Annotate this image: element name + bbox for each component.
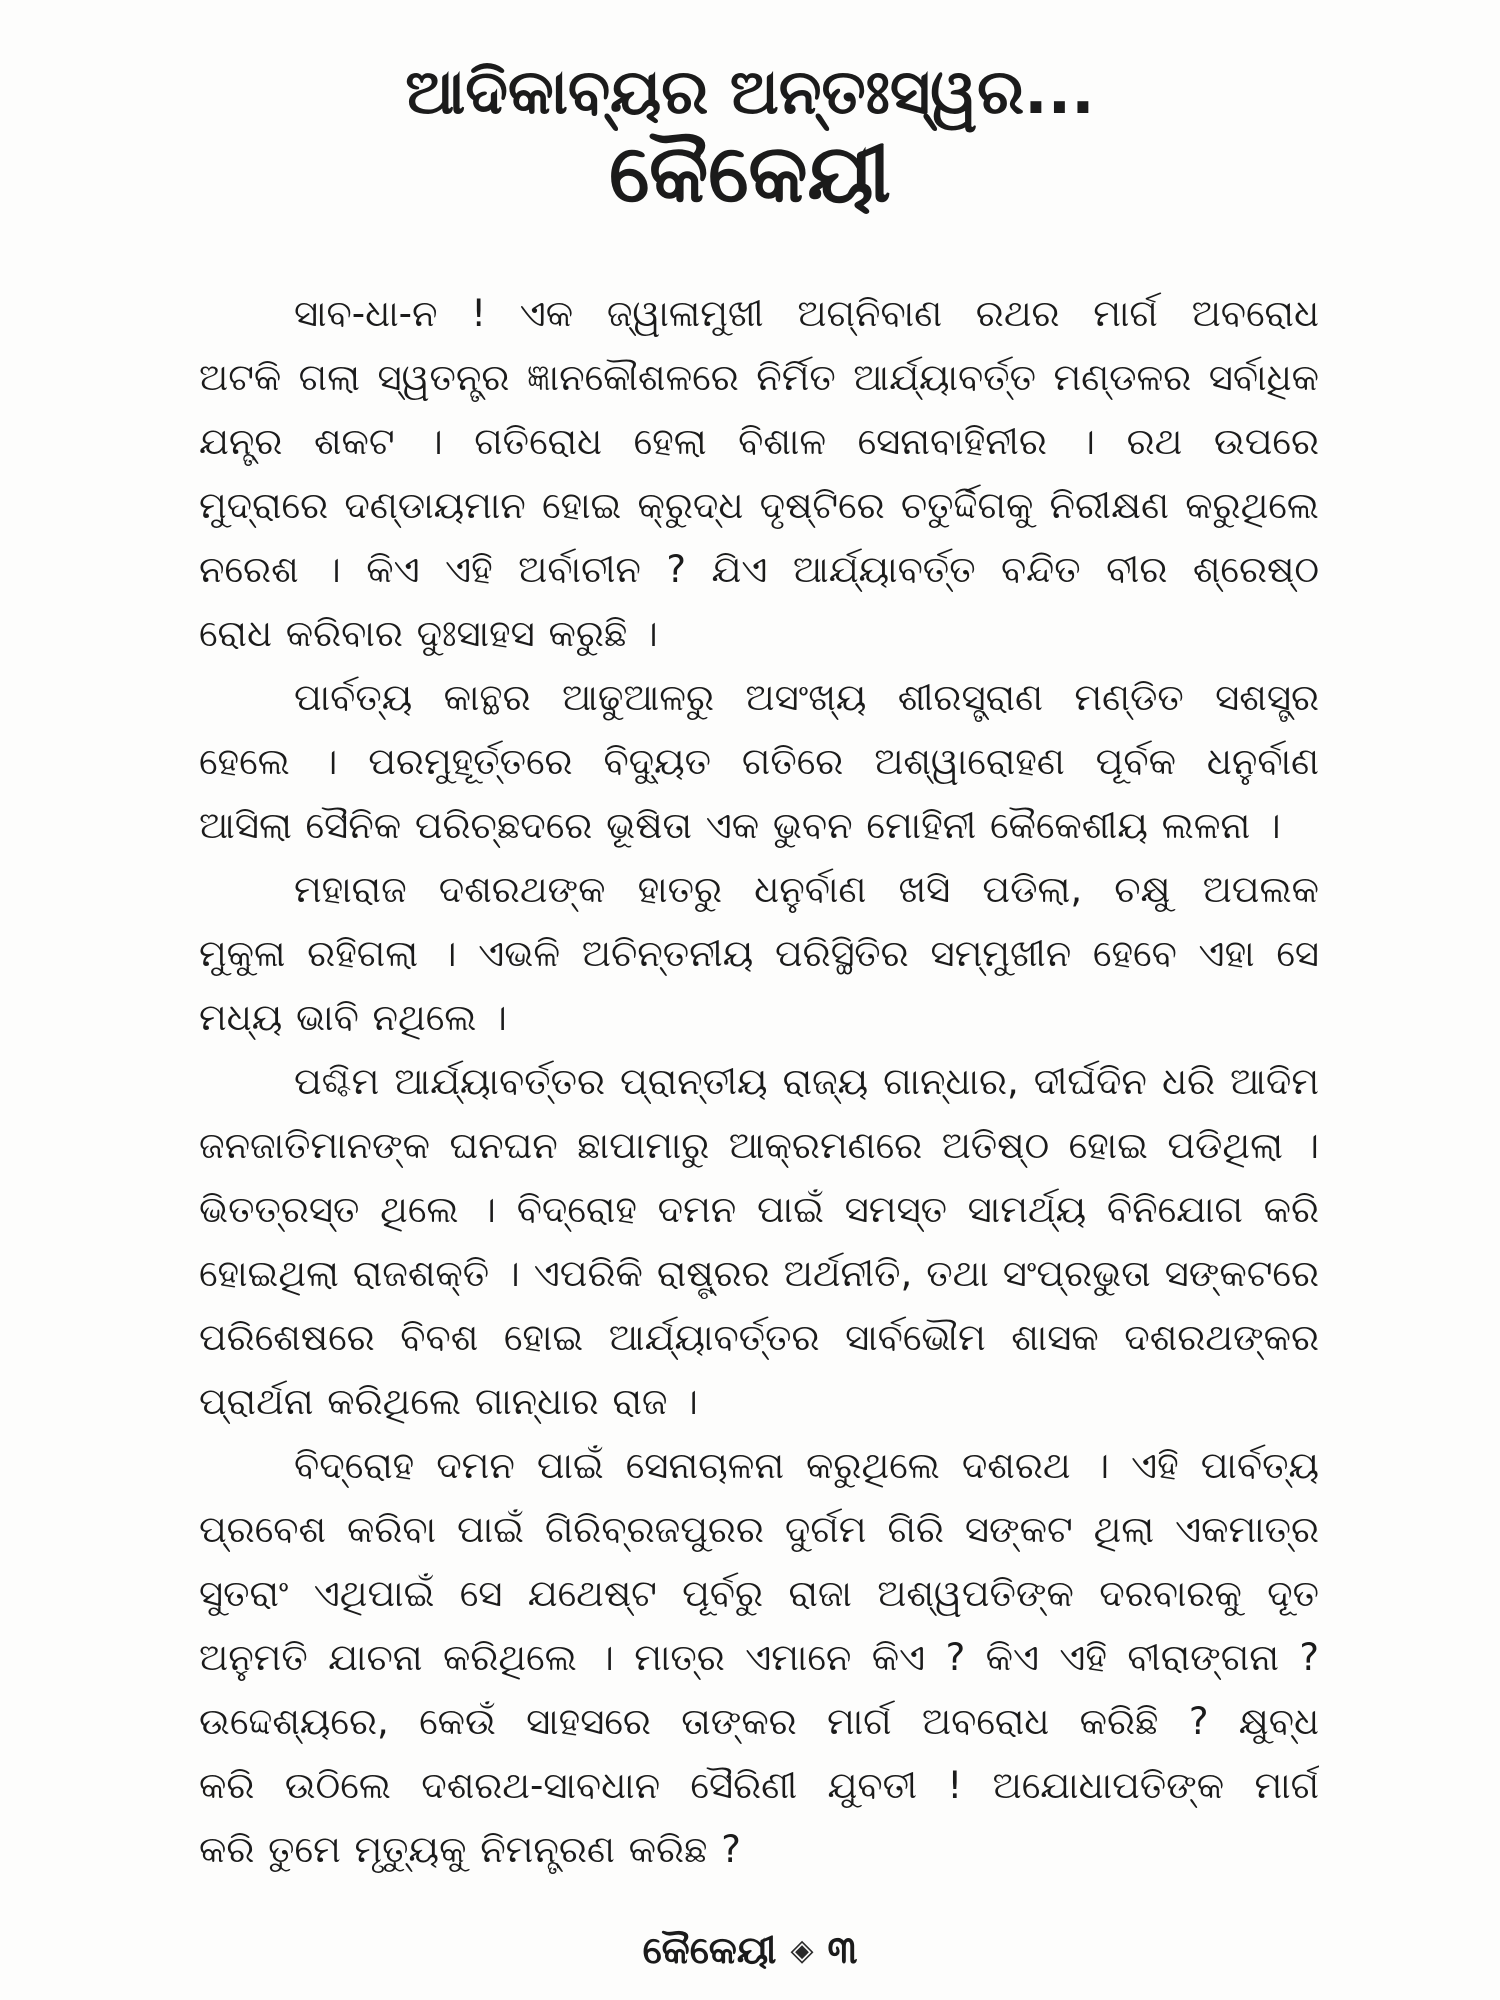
text-line: ରୋଧ କରିବାର ଦୁଃସାହସ କରୁଛି । [199,612,658,655]
text-line: ସୁତରାଂ ଏଥିପାଇଁ ସେ ଯଥେଷ୍ଟ ପୂର୍ବରୁ ରାଜା ଅଶ୍ୱପତିଙ୍କ ଦରବାରକୁ ଦୂତ [199,1572,1319,1615]
text-line: ହୋଇଥିଲା ରାଜଶକ୍ତି । ଏପରିକି ରାଷ୍ଟ୍ରର ଅର୍ଥନୀତି, ତଥା ସଂପ୍ରଭୁତା ସଙ୍କଟରେ [199,1252,1319,1295]
text-line: ଆସିଲା ସୈନିକ ପରିଚ୍ଛଦରେ ଭୂଷିତା ଏକ ଭୁବନ ମୋହିନୀ କୈକେଶୀୟ ଲଳନା । [199,804,1281,847]
text-line: କରି ତୁମେ ମୃତ୍ୟୁକୁ ନିମନ୍ତ୍ରଣ କରିଛ ? [199,1828,741,1871]
diamond-ornament-icon: ◈ [790,1932,814,1968]
text-line: ପରିଶେଷରେ ବିବଶ ହୋଇ ଆର୍ଯ୍ୟାବର୍ତ୍ତର ସାର୍ବଭୌମ ଶାସକ ଦଶରଥଙ୍କର [199,1316,1319,1359]
chapter-title-line2: କୈକେୟୀ [609,127,891,220]
text-line: ଅଟକି ଗଲା ସ୍ୱତନ୍ତ୍ର ଜ୍ଞାନକୌଶଳରେ ନିର୍ମିତ ଆର୍ଯ୍ୟାବର୍ତ୍ତ ମଣ୍ଡଳର ସର୍ବାଧିକ [199,356,1319,399]
paragraph-5 [199,1434,1319,1882]
text-line: ପ୍ରବେଶ କରିବା ପାଇଁ ଗିରିବ୍ରଜପୁରର ଦୁର୍ଗମ ଗିରି ସଙ୍କଟ ଥିଲା ଏକମାତ୍ର [199,1508,1319,1551]
body-text [199,282,1319,1882]
text-line: ହେଲେ । ପରମୁହୂର୍ତ୍ତରେ ବିଦ୍ୟୁତ ଗତିରେ ଅଶ୍ୱାରୋହଣ ପୂର୍ବକ ଧନୁର୍ବାଣ [199,740,1319,783]
text-line: ମୁକୁଳା ରହିଗଲା । ଏଭଳି ଅଚିନ୍ତନୀୟ ପରିସ୍ଥିତିର ସମ୍ମୁଖୀନ ହେବେ ଏହା ସେ [199,932,1319,975]
text-line: ପାର୍ବତ୍ୟ କାନ୍ଥର ଆଢୁଆଳରୁ ଅସଂଖ୍ୟ ଶୀରସ୍ତ୍ରାଣ ମଣ୍ଡିତ ସଶସ୍ତ୍ର [294,676,1319,719]
text-line: ବିଦ୍ରୋହ ଦମନ ପାଇଁ ସେନାଚାଳନା କରୁଥିଲେ ଦଶରଥ । ଏହି ପାର୍ବତ୍ୟ [294,1444,1319,1487]
footer-book-title: କୈକେୟୀ [642,1927,777,1972]
text-line: ମୁଦ୍ରାରେ ଦଣ୍ଡାୟମାନ ହୋଇ କ୍ରୁଦ୍ଧ ଦୃଷ୍ଟିରେ ଚତୁର୍ଦ୍ଦିଗକୁ ନିରୀକ୍ଷଣ କରୁଥିଲେ [199,484,1319,527]
text-line: ସାବ-ଧା-ନ ! ଏକ ଜ୍ୱାଳାମୁଖୀ ଅଗ୍ନିବାଣ ରଥର ମାର୍ଗ ଅବରୋଧ [294,292,1319,335]
paragraph-1 [199,282,1319,666]
text-line: ଉଦ୍ଦେଶ୍ୟରେ, କେଉଁ ସାହସରେ ତାଙ୍କର ମାର୍ଗ ଅବରୋଧ କରିଛି ? କ୍ଷୁବ୍ଧ [199,1700,1319,1743]
text-line: ପଶ୍ଚିମ ଆର୍ଯ୍ୟାବର୍ତ୍ତର ପ୍ରାନ୍ତୀୟ ରାଜ୍ୟ ଗାନ୍ଧାର, ଦୀର୍ଘଦିନ ଧରି ଆଦିମ [294,1060,1319,1103]
paragraph-2 [199,666,1319,858]
text-line: ଯନ୍ତ୍ର ଶକଟ । ଗତିରୋଧ ହେଲା ବିଶାଳ ସେନାବାହିନୀର । ରଥ ଉପରେ [199,420,1319,463]
page-number: ୩ [827,1927,858,1972]
text-line: ଭିତତ୍ରସ୍ତ ଥିଲେ । ବିଦ୍ରୋହ ଦମନ ପାଇଁ ସମସ୍ତ ସାମର୍ଥ୍ୟ ବିନିଯୋଗ କରି [199,1188,1319,1231]
text-line: ନରେଶ । କିଏ ଏହି ଅର୍ବାଚୀନ ? ଯିଏ ଆର୍ଯ୍ୟାବର୍ତ୍ତ ବନ୍ଦିତ ବୀର ଶ୍ରେଷ୍ଠ [199,548,1319,591]
paragraph-3 [199,858,1319,1050]
text-line: ଜନଜାତିମାନଙ୍କ ଘନଘନ ଛାପାମାରୁ ଆକ୍ରମଣରେ ଅତିଷ୍ଠ ହୋଇ ପଡିଥିଲା । [199,1124,1319,1167]
page-footer [0,1924,1500,1976]
paragraph-4 [199,1050,1319,1434]
text-line: ପ୍ରାର୍ଥନା କରିଥିଲେ ଗାନ୍ଧାର ରାଜ । [199,1380,698,1423]
text-line: ଅନୁମତି ଯାଚନା କରିଥିଲେ । ମାତ୍ର ଏମାନେ କିଏ ? କିଏ ଏହି ବୀରାଙ୍ଗନା ? [199,1636,1319,1679]
text-line: କରି ଉଠିଲେ ଦଶରଥ-ସାବଧାନ ସୈରିଣୀ ଯୁବତୀ ! ଅଯୋଧାପତିଙ୍କ ମାର୍ଗ [199,1764,1319,1807]
text-line: ମଧ୍ୟ ଭାବି ନଥିଲେ । [199,996,507,1039]
chapter-title-line1: ଆଦିକାବ୍ୟର ଅନ୍ତଃସ୍ୱର... [405,55,1095,128]
text-line: ମହାରାଜ ଦଶରଥଙ୍କ ହାତରୁ ଧନୁର୍ବାଣ ଖସି ପଡିଲା, ଚକ୍ଷୁ ଅପଲକ [294,868,1319,911]
